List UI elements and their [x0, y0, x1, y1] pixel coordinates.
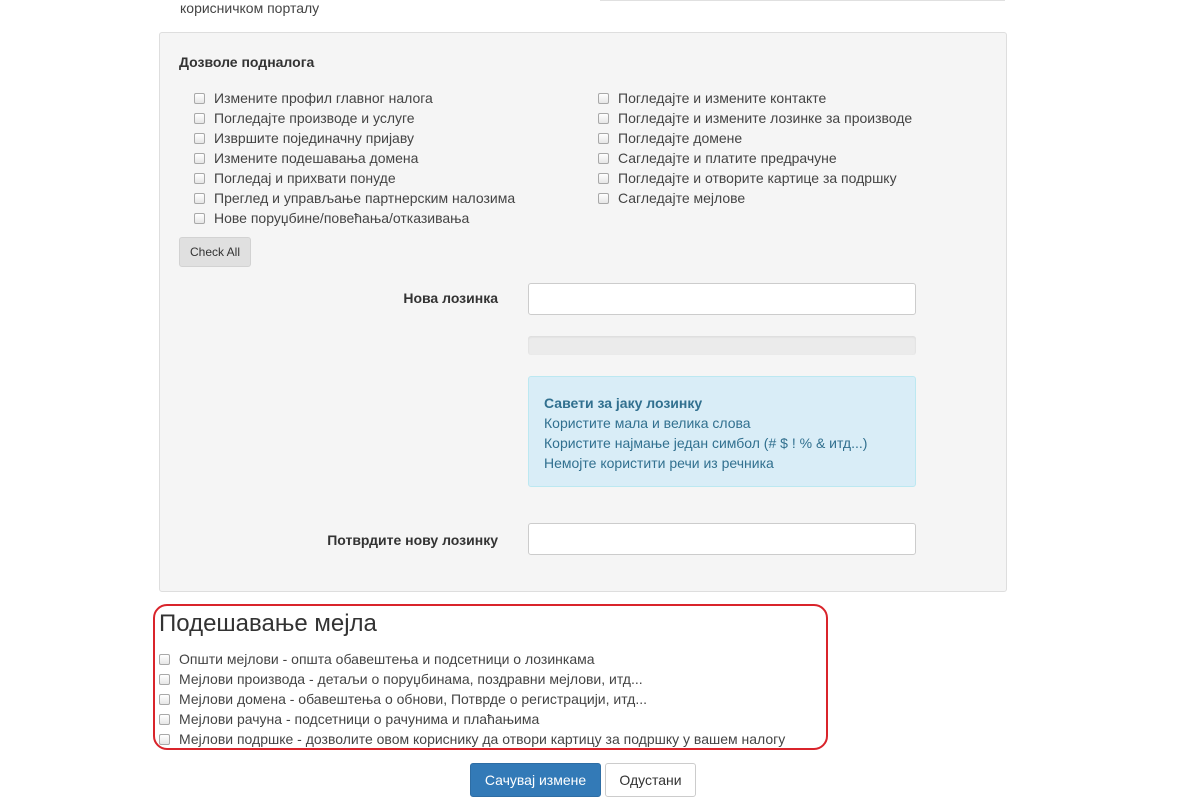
permission-label: Погледајте и измените контакте	[618, 90, 827, 106]
permission-label: Измените подешавања домена	[214, 150, 419, 166]
permission-item[interactable]	[598, 148, 912, 168]
permission-checkbox[interactable]	[598, 193, 609, 204]
new-password-input[interactable]	[528, 283, 916, 315]
permission-label: Погледајте домене	[618, 130, 743, 146]
password-tip: Немојте користити речи из речника	[544, 455, 774, 471]
permission-checkbox[interactable]	[598, 133, 609, 144]
permission-item[interactable]	[598, 168, 912, 188]
permission-item[interactable]	[194, 108, 515, 128]
password-tip: Користите мала и велика слова	[544, 415, 751, 431]
permission-checkbox[interactable]	[598, 93, 609, 104]
permission-label: Погледај и прихвати понуде	[214, 170, 396, 186]
permission-checkbox[interactable]	[194, 213, 205, 224]
email-settings-title: Подешавање мејла	[159, 610, 377, 637]
email-option-checkbox[interactable]	[159, 714, 170, 725]
permissions-left-column	[194, 88, 515, 228]
email-option[interactable]	[159, 729, 785, 749]
permission-label: Сагледајте мејлове	[618, 190, 746, 206]
permission-item[interactable]	[194, 128, 515, 148]
email-option[interactable]	[159, 669, 785, 689]
email-option-checkbox[interactable]	[159, 654, 170, 665]
permission-label: Погледајте производе и услуге	[214, 110, 415, 126]
top-intro-text: корисничком порталу	[180, 0, 320, 16]
permission-checkbox[interactable]	[598, 173, 609, 184]
password-tips-box	[528, 376, 916, 487]
permission-label: Нове поруџбине/повећања/отказивања	[214, 210, 470, 226]
permission-label: Извршите појединачну пријаву	[214, 130, 414, 146]
permission-checkbox[interactable]	[598, 113, 609, 124]
permission-item[interactable]	[598, 188, 912, 208]
password-tip: Користите најмање један симбол (# $ ! % & итд...)	[544, 435, 868, 451]
subaccount-permissions-title: Дозволе подналога	[179, 54, 315, 70]
save-changes-button[interactable]: Сачувај измене	[470, 763, 601, 797]
permission-checkbox[interactable]	[194, 93, 205, 104]
email-option-checkbox[interactable]	[159, 734, 170, 745]
email-option-checkbox[interactable]	[159, 674, 170, 685]
email-option-checkbox[interactable]	[159, 694, 170, 705]
permission-item[interactable]	[194, 168, 515, 188]
check-all-button[interactable]: Check All	[179, 237, 251, 267]
cancel-button[interactable]: Одустани	[605, 763, 696, 797]
email-settings-list	[159, 649, 785, 749]
confirm-password-label: Потврдите нову лозинку	[327, 532, 498, 548]
email-option[interactable]	[159, 649, 785, 669]
email-option-label: Мејлови домена - обавештења о обнови, Потврде о регистрацији, итд...	[179, 691, 648, 707]
permission-item[interactable]	[598, 88, 912, 108]
email-option[interactable]	[159, 689, 785, 709]
permission-label: Погледајте и измените лозинке за производе	[618, 110, 913, 126]
permission-label: Преглед и управљање партнерским налозима	[214, 190, 516, 206]
email-option[interactable]	[159, 709, 785, 729]
email-option-label: Мејлови производа - детаљи о поруџбинама, поздравни мејлови, итд...	[179, 671, 643, 687]
password-tips-title: Савети за јаку лозинку	[544, 395, 703, 411]
permission-checkbox[interactable]	[194, 153, 205, 164]
permission-checkbox[interactable]	[598, 153, 609, 164]
permission-label: Погледајте и отворите картице за подршку	[618, 170, 897, 186]
permission-checkbox[interactable]	[194, 113, 205, 124]
permission-item[interactable]	[194, 208, 515, 228]
permissions-right-column	[598, 88, 912, 208]
confirm-password-input[interactable]	[528, 523, 916, 555]
permission-checkbox[interactable]	[194, 173, 205, 184]
permission-label: Сагледајте и платите предрачуне	[618, 150, 837, 166]
email-option-label: Општи мејлови - општа обавештења и подсетници о лозинкама	[179, 651, 595, 667]
permission-item[interactable]	[194, 188, 515, 208]
top-field-edge	[600, 0, 1005, 1]
new-password-label: Нова лозинка	[403, 290, 498, 306]
permission-item[interactable]	[598, 128, 912, 148]
permission-item[interactable]	[194, 148, 515, 168]
permission-checkbox[interactable]	[194, 133, 205, 144]
permission-item[interactable]	[194, 88, 515, 108]
email-option-label: Мејлови подршке - дозволите овом кориснику да отвори картицу за подршку у вашем налогу	[179, 731, 786, 747]
permission-checkbox[interactable]	[194, 193, 205, 204]
permission-label: Измените профил главног налога	[214, 90, 433, 106]
password-strength-bar	[528, 336, 916, 355]
permission-item[interactable]	[598, 108, 912, 128]
email-option-label: Мејлови рачуна - подсетници о рачунима и плаћањима	[179, 711, 540, 727]
